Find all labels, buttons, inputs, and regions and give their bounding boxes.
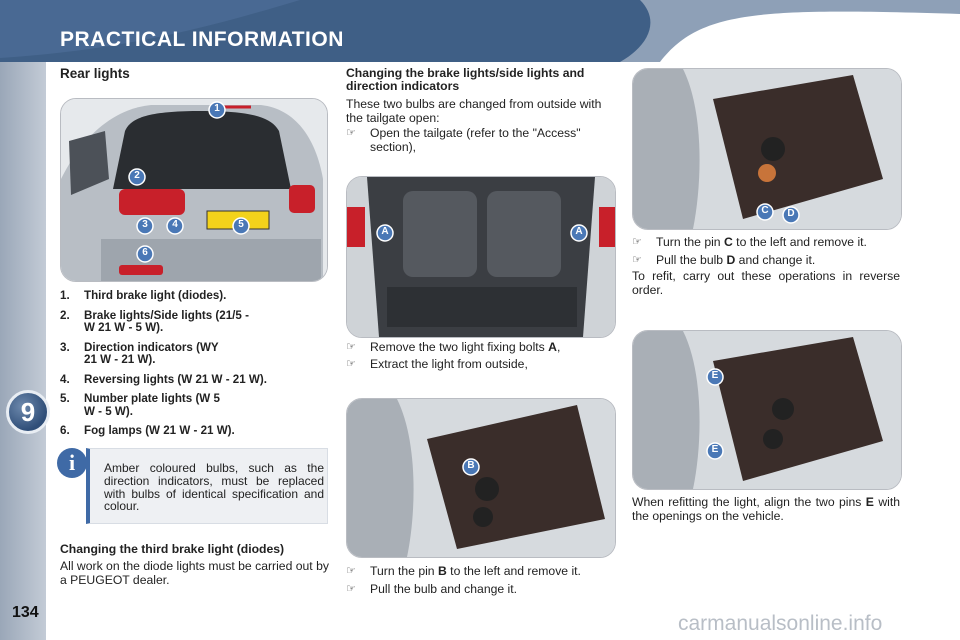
callout-c: C: [756, 203, 774, 226]
bulb-list: [60, 290, 330, 445]
step-item: ☞ Extract the light from outside,: [346, 356, 528, 371]
car-rear-illustration: [60, 98, 328, 282]
chapter-tab[interactable]: 9: [6, 390, 50, 434]
callout-e2: E: [706, 442, 724, 465]
callout-1: 1: [208, 101, 226, 124]
callout-e1: E: [706, 368, 724, 391]
step-item: ☞ Remove the two light fixing bolts A,: [346, 340, 561, 354]
callout-d: D: [782, 206, 800, 229]
step-item: ☞ Turn the pin B to the left and remove it.: [346, 564, 581, 578]
third-brake-text: All work on the diode lights must be carried out by a PEUGEOT dealer.: [60, 559, 329, 587]
align-text: When refitting the light, align the two pins E with the openings on the vehicle.: [632, 495, 901, 523]
third-brake-section: [60, 543, 330, 587]
third-brake-heading: Changing the third brake light (diodes): [60, 542, 285, 556]
list-item: 1. Third brake light (diodes).: [60, 289, 227, 302]
brake-side-heading: Changing the brake lights/side lights and direction indicators: [346, 66, 585, 93]
page-title: PRACTICAL INFORMATION: [60, 28, 344, 51]
refit-text: To refit, carry out these operations in reverse order.: [632, 269, 900, 297]
hand-pointer-icon: ☞: [346, 582, 356, 595]
light-unit-b-illustration: [346, 398, 616, 558]
hand-pointer-icon: ☞: [346, 357, 356, 370]
rear-lights-section: [60, 67, 330, 81]
callout-2: 2: [128, 168, 146, 191]
list-item: 2. Brake lights/Side lights (21/5 - W 21 W - 5 W).: [60, 308, 249, 334]
list-item: 6. Fog lamps (W 21 W - 21 W).: [60, 424, 235, 437]
callout-a-left: A: [376, 224, 394, 247]
step-item: ☞ Turn the pin C to the left and remove it.: [632, 235, 867, 249]
step-item: ☞ Open the tailgate (refer to the "Access" section),: [346, 126, 581, 154]
info-text: Amber coloured bulbs, such as the direction indicators, must be replaced with bulbs of identical specification and colour.: [104, 461, 324, 514]
hand-pointer-icon: ☞: [346, 341, 356, 353]
list-item: 4. Reversing lights (W 21 W - 21 W).: [60, 372, 267, 386]
brake-side-section: [346, 67, 616, 157]
hand-pointer-icon: ☞: [346, 565, 356, 577]
list-item: 5. Number plate lights (W 5 W - 5 W).: [60, 392, 220, 418]
steps-b: [346, 565, 616, 599]
callout-b: B: [462, 458, 480, 481]
boot-illustration: [346, 176, 616, 338]
step-item: ☞ Pull the bulb and change it.: [346, 581, 518, 596]
callout-a-right: A: [570, 224, 588, 247]
info-icon: i: [57, 448, 87, 478]
hand-pointer-icon: ☞: [346, 127, 356, 139]
steps-cd: [632, 236, 900, 297]
watermark: carmanualsonline.info: [678, 612, 883, 635]
brake-side-intro: These two bulbs are changed from outside with the tailgate open:: [346, 97, 602, 125]
steps-a: [346, 341, 616, 374]
rear-lights-heading: Rear lights: [60, 66, 130, 81]
step-item: ☞ Pull the bulb D and change it.: [632, 252, 816, 267]
list-item: 3. Direction indicators (WY 21 W - 21 W).: [60, 340, 219, 366]
callout-6: 6: [136, 245, 154, 268]
page-number: 134: [12, 604, 39, 621]
hand-pointer-icon: ☞: [632, 236, 642, 248]
callout-4: 4: [166, 217, 184, 240]
hand-pointer-icon: ☞: [632, 253, 642, 266]
left-margin-band: [0, 62, 46, 640]
info-box: [86, 448, 328, 524]
callout-5: 5: [232, 217, 250, 240]
callout-3: 3: [136, 217, 154, 240]
light-unit-e-illustration: [632, 330, 902, 490]
